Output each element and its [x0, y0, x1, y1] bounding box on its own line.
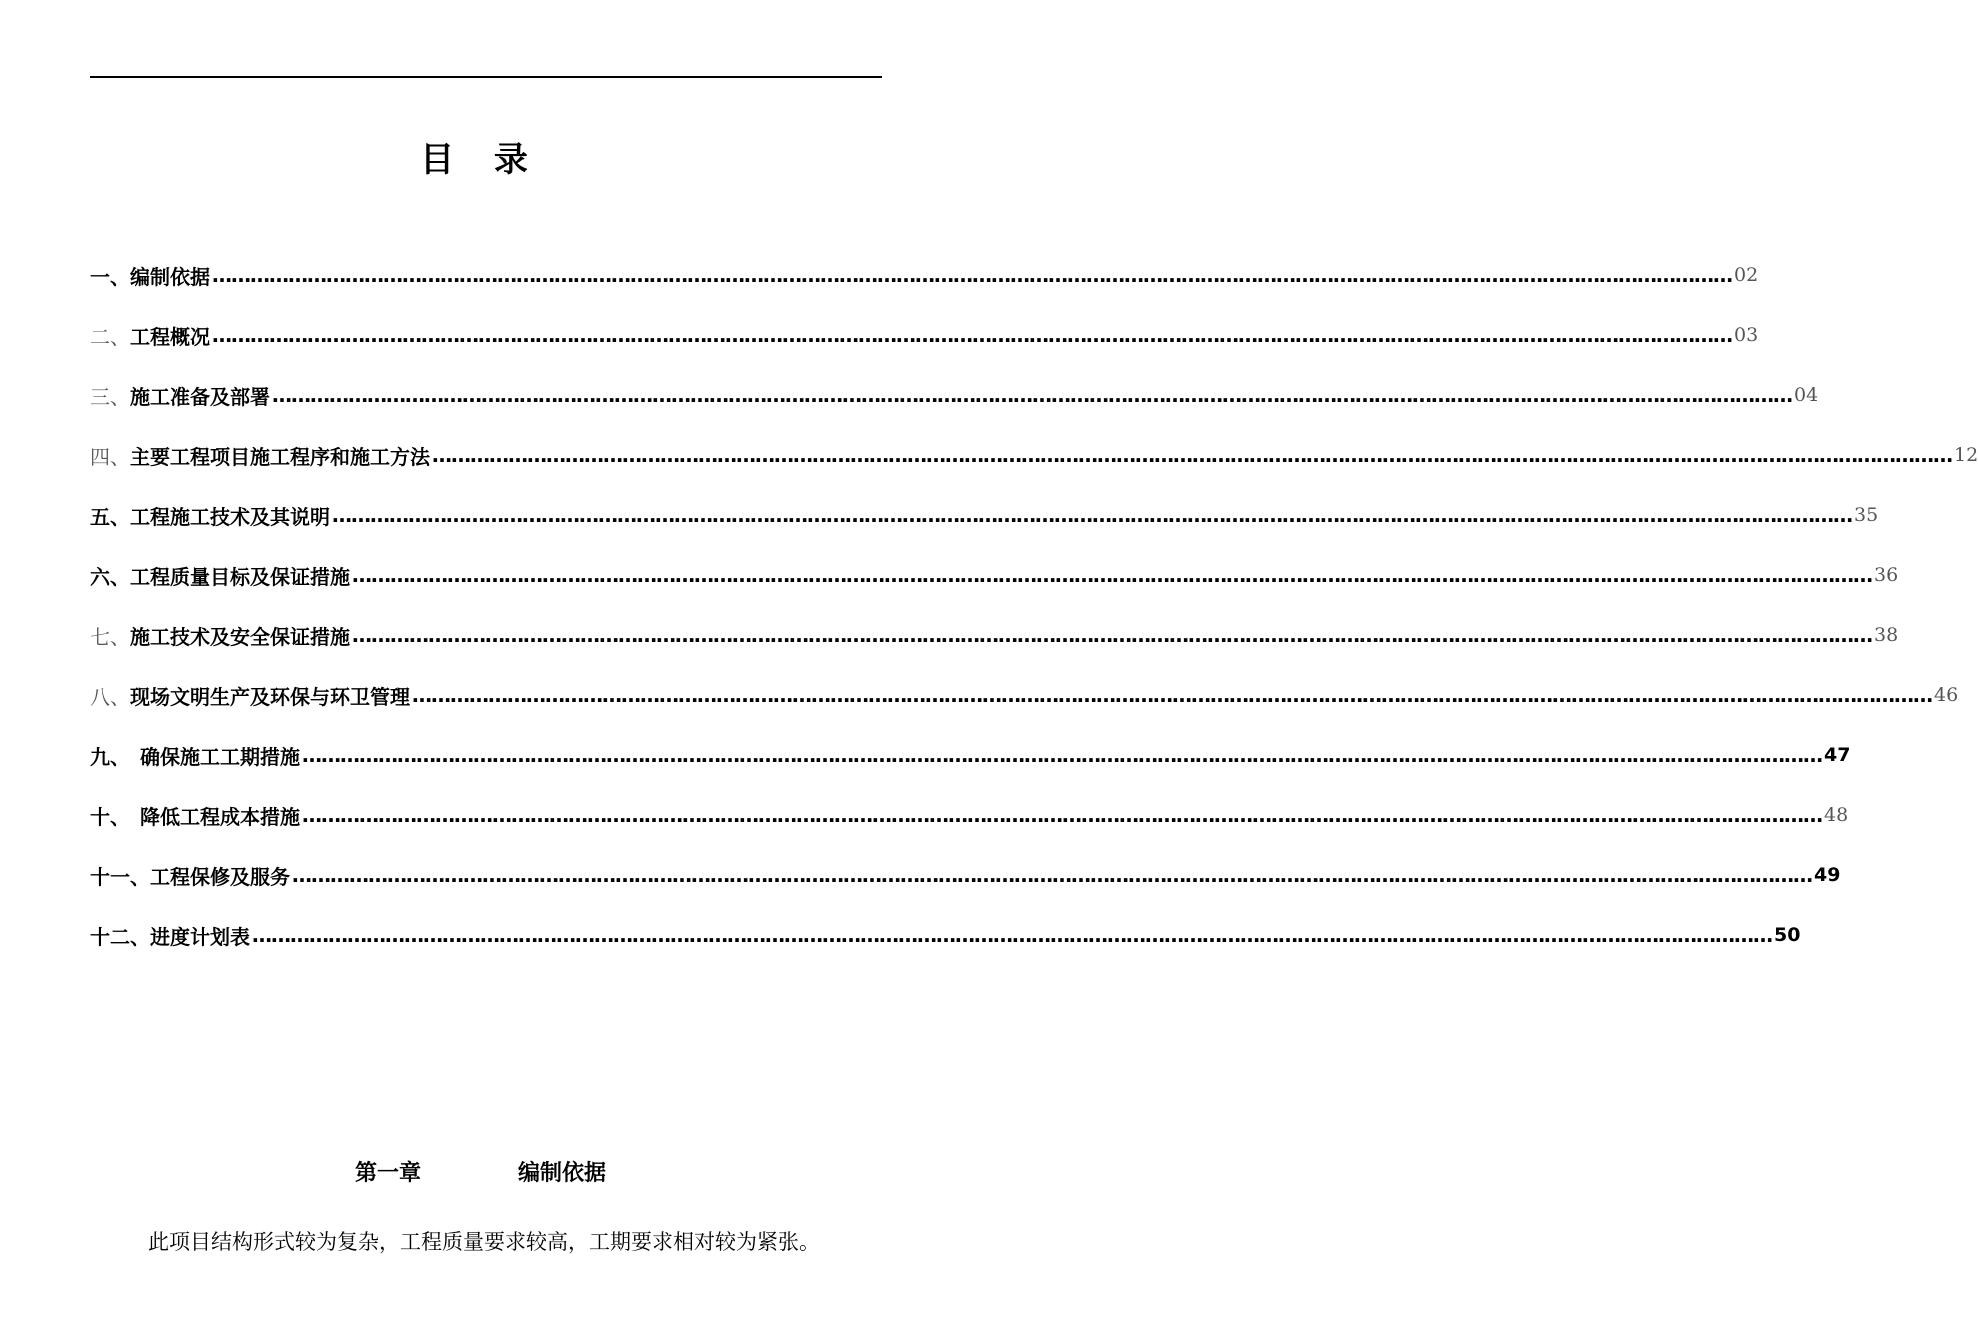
- toc-entry-title: 工程质量目标及保证措施: [130, 564, 350, 589]
- toc-entry[interactable]: [90, 498, 1879, 532]
- toc-entry-number: 二、: [90, 324, 130, 349]
- body-paragraph: 此项目结构形式较为复杂，工程质量要求较高，工期要求相对较为紧张。: [148, 1230, 820, 1254]
- toc-entry-number: 三、: [90, 384, 130, 409]
- toc-leader-dots: ……………………………………………………………………………………………………………………………………………………………………………………………………………………: [302, 803, 1822, 827]
- toc-entry-page: 12: [1954, 444, 1978, 466]
- toc-entry-title: 确保施工工期措施: [140, 744, 300, 769]
- toc-entry-number: 十二、: [90, 924, 150, 949]
- toc-entry[interactable]: [90, 318, 1759, 352]
- toc-entry-title: 工程概况: [130, 324, 210, 349]
- toc-entry-page: 50: [1774, 924, 1801, 946]
- toc-entry-page: 38: [1874, 624, 1899, 646]
- toc-title-char: 录: [493, 140, 530, 180]
- toc-entry[interactable]: [90, 858, 1841, 892]
- toc-entry[interactable]: [90, 558, 1899, 592]
- toc-leader-dots: ……………………………………………………………………………………………………………………………………………………………………………………………………………………: [412, 683, 1932, 707]
- toc-entry-number: 六、: [90, 564, 130, 589]
- toc-entry-number: 十一、: [90, 864, 150, 889]
- toc-entry-title: 现场文明生产及环保与环卫管理: [130, 684, 410, 709]
- chapter-heading: [0, 1156, 950, 1190]
- chapter-number: 第一章: [355, 1161, 422, 1186]
- toc-entry-page: 47: [1824, 744, 1851, 766]
- toc-entry-number: 八、: [90, 684, 130, 709]
- chapter-name: 编制依据: [518, 1161, 607, 1186]
- toc-entry-title: 编制依据: [130, 264, 210, 289]
- toc-entry[interactable]: [90, 678, 1959, 712]
- toc-entry-page: 03: [1734, 324, 1759, 346]
- toc-entry[interactable]: [90, 738, 1851, 772]
- toc-entry[interactable]: [90, 378, 1819, 412]
- toc-leader-dots: ……………………………………………………………………………………………………………………………………………………………………………………………………………………: [292, 863, 1812, 887]
- toc-entry-number: 四、: [90, 444, 130, 469]
- toc-leader-dots: ……………………………………………………………………………………………………………………………………………………………………………………………………………………: [352, 623, 1872, 647]
- toc-title-char: 目: [420, 140, 457, 180]
- toc-entry-title: 进度计划表: [150, 924, 250, 949]
- toc-leader-dots: ……………………………………………………………………………………………………………………………………………………………………………………………………………………: [212, 263, 1732, 287]
- toc-leader-dots: ……………………………………………………………………………………………………………………………………………………………………………………………………………………: [302, 743, 1822, 767]
- toc-entry-page: 46: [1934, 684, 1959, 706]
- toc-entry-number: 九、: [90, 744, 130, 769]
- toc-entry-number: 十、: [90, 804, 130, 829]
- toc-entry-page: 02: [1734, 264, 1759, 286]
- toc-entry[interactable]: [90, 918, 1801, 952]
- toc-entry-title: 主要工程项目施工程序和施工方法: [130, 444, 430, 469]
- toc-entry-number: 一、: [90, 264, 130, 289]
- toc-entry-title: 降低工程成本措施: [140, 804, 300, 829]
- toc-leader-dots: ……………………………………………………………………………………………………………………………………………………………………………………………………………………: [352, 563, 1872, 587]
- toc-entry-title: 施工技术及安全保证措施: [130, 624, 350, 649]
- toc-entry-title: 施工准备及部署: [130, 384, 270, 409]
- toc-title: [0, 132, 950, 181]
- toc-entry[interactable]: [90, 618, 1899, 652]
- toc-entry-page: 36: [1874, 564, 1899, 586]
- toc-leader-dots: ……………………………………………………………………………………………………………………………………………………………………………………………………………………: [212, 323, 1732, 347]
- toc-entry-title: 工程施工技术及其说明: [130, 504, 330, 529]
- toc-leader-dots: ……………………………………………………………………………………………………………………………………………………………………………………………………………………: [252, 923, 1772, 947]
- toc-entry-page: 48: [1824, 804, 1849, 826]
- toc-entry-page: 49: [1814, 864, 1841, 886]
- toc-entry-number: 五、: [90, 504, 130, 529]
- toc-entry[interactable]: [90, 258, 1759, 292]
- toc-entry-page: 04: [1794, 384, 1819, 406]
- toc-entry[interactable]: [90, 798, 1849, 832]
- header-rule: [90, 76, 882, 78]
- toc-entry-title: 工程保修及服务: [150, 864, 290, 889]
- toc-leader-dots: ……………………………………………………………………………………………………………………………………………………………………………………………………………………: [272, 383, 1792, 407]
- toc-entry-number: 七、: [90, 624, 130, 649]
- toc-leader-dots: ……………………………………………………………………………………………………………………………………………………………………………………………………………………: [432, 443, 1952, 467]
- toc-entry-page: 35: [1854, 504, 1879, 526]
- toc-entry[interactable]: [90, 438, 1978, 472]
- toc-leader-dots: ……………………………………………………………………………………………………………………………………………………………………………………………………………………: [332, 503, 1852, 527]
